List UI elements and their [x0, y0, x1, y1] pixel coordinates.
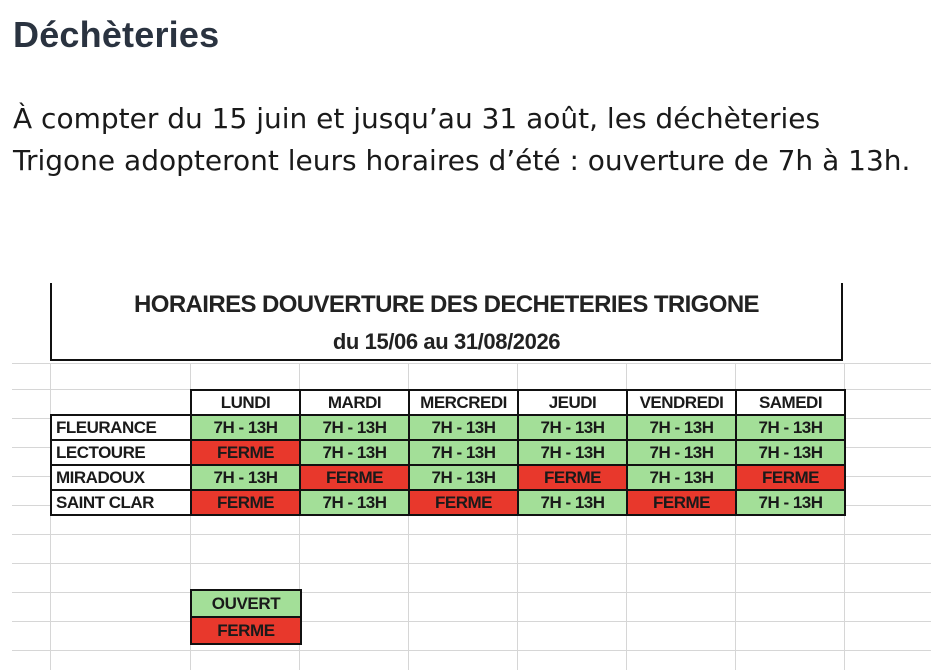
hours-cell: 7H - 13H [300, 490, 409, 515]
hours-cell: 7H - 13H [300, 415, 409, 440]
day-header: VENDREDI [627, 390, 736, 415]
hours-cell: FERME [627, 490, 736, 515]
hours-cell: FERME [736, 465, 845, 490]
table-row [51, 415, 845, 440]
hours-cell: FERME [518, 465, 627, 490]
gridline [12, 363, 931, 364]
hours-cell: 7H - 13H [627, 415, 736, 440]
day-header: MARDI [300, 390, 409, 415]
hours-cell: 7H - 13H [627, 465, 736, 490]
hours-cell: 7H - 13H [518, 415, 627, 440]
hours-cell: 7H - 13H [736, 415, 845, 440]
page-title: Déchèteries [13, 14, 220, 55]
site-name-cell: FLEURANCE [51, 415, 191, 440]
hours-cell: 7H - 13H [191, 465, 300, 490]
table-row [51, 440, 845, 465]
gridline [12, 650, 931, 651]
legend-closed: FERME [191, 617, 301, 644]
day-header: MERCREDI [409, 390, 518, 415]
hours-cell: 7H - 13H [627, 440, 736, 465]
intro-paragraph: À compter du 15 juin et jusqu’au 31 août, les déchèteries Trigone adopteront leurs horaires d’été : ouverture de 7h à 13h. [13, 102, 911, 177]
hours-cell: 7H - 13H [736, 490, 845, 515]
hours-cell: 7H - 13H [518, 490, 627, 515]
legend-open: OUVERT [191, 590, 301, 617]
site-name-cell: MIRADOUX [51, 465, 191, 490]
schedule-image [0, 283, 931, 670]
day-header: SAMEDI [736, 390, 845, 415]
hours-cell: FERME [409, 490, 518, 515]
gridline [12, 592, 931, 593]
hours-cell: FERME [300, 465, 409, 490]
hours-cell: 7H - 13H [409, 465, 518, 490]
hours-cell: 7H - 13H [300, 440, 409, 465]
header-corner-cell [51, 390, 191, 415]
hours-cell: 7H - 13H [736, 440, 845, 465]
table-row [51, 465, 845, 490]
schedule-title: HORAIRES DOUVERTURE DES DECHETERIES TRIGONE [134, 291, 759, 318]
schedule-body [51, 415, 845, 515]
site-name-cell: SAINT CLAR [51, 490, 191, 515]
table-header-row [51, 390, 845, 415]
legend-table [190, 589, 302, 645]
hours-cell: 7H - 13H [409, 415, 518, 440]
hours-cell: 7H - 13H [409, 440, 518, 465]
hours-cell: 7H - 13H [518, 440, 627, 465]
schedule-banner [50, 283, 843, 361]
table-row [51, 490, 845, 515]
gridline [12, 621, 931, 622]
hours-cell: FERME [191, 440, 300, 465]
gridline [12, 534, 931, 535]
schedule-table [50, 389, 846, 516]
hours-cell: 7H - 13H [191, 415, 300, 440]
site-name-cell: LECTOURE [51, 440, 191, 465]
schedule-subtitle: du 15/06 au 31/08/2026 [332, 329, 561, 354]
day-header: LUNDI [191, 390, 300, 415]
gridline [12, 563, 931, 564]
day-header: JEUDI [518, 390, 627, 415]
hours-cell: FERME [191, 490, 300, 515]
